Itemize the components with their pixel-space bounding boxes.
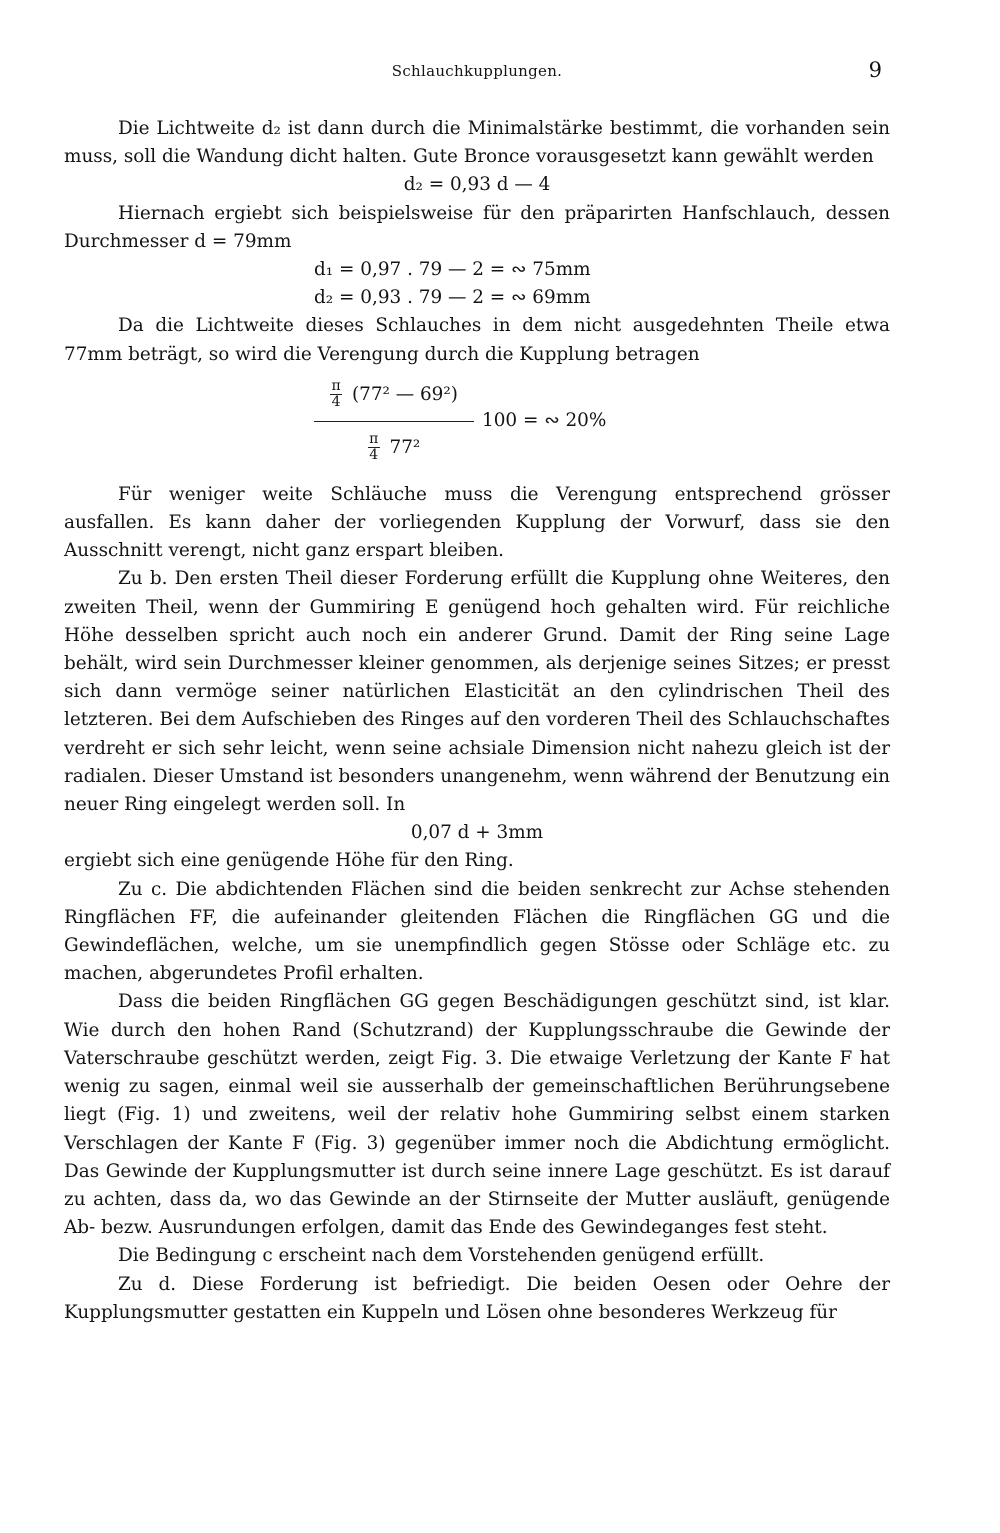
equation-lhs: d₁ (314, 259, 334, 281)
paragraph-ring-hoehe: ergiebt sich eine genügende Höhe für den Ring. (64, 850, 514, 872)
paragraph-schlaeuche: Für weniger weite Schläuche muss die Verengung entsprechend grösser ausfallen. Es kann daher der vorliegenden Kupplung der Vorwurf, dass sie den Ausschnitt verengt, nicht ganz erspart bleiben. (64, 483, 890, 562)
equation-lhs: d₂ (403, 174, 423, 196)
denominator-term: 77² (389, 436, 421, 458)
paragraph-verengung: Da die Lichtweite dieses Schlauches in dem nicht ausgedehnten Theile etwa 77mm beträgt, so wird die Verengung durch die Kupplung betragen (64, 315, 890, 365)
equation-d1 (314, 256, 890, 284)
page-header (64, 58, 890, 92)
paragraph-hanfschlauch: Hiernach ergiebt sich beispielsweise für den präparirten Hanfschlauch, dessen Durchmesser d = 79mm (64, 202, 890, 252)
fraction-numerator (314, 369, 474, 421)
pi-symbol: π (331, 378, 341, 395)
equation-d2 (314, 284, 890, 312)
equation-rhs: = 0,93 . 79 — 2 = ∾ 69mm (339, 287, 591, 309)
numerator-term: (77² — 69²) (351, 383, 458, 405)
paragraph-bedingung-c: Die Bedingung c erscheint nach dem Vorstehenden genügend erfüllt. (118, 1245, 765, 1267)
pi-over-four (330, 379, 342, 410)
paragraph-lichtweite: Die Lichtweite d₂ ist dann durch die Minimalstärke bestimmt, die vorhanden sein muss, soll die Wandung dicht halten. Gute Bronce vorausgesetzt kann gewählt werden (64, 118, 890, 168)
four-digit: 4 (331, 394, 341, 411)
pi-symbol: π (369, 431, 379, 448)
paragraph-zu-b: Zu b. Den ersten Theil dieser Forderung erfüllt die Kupplung ohne Weiteres, den zweiten Theil, wenn der Gummiring E genügend hoch gehalten wird. Für reichliche Höhe desselben spricht auch noch ein anderer Grund. Damit der Ring seine Lage behält, wird sein Durchmesser kleiner genommen, als derjenige seines Sitzes; er presst sich dann vermöge seiner natürlichen Elasticität an den cylindrischen Theil des letzteren. Bei dem Aufschieben des Ringes auf den vorderen Theil des Schlauchschaftes verdreht er sich sehr leicht, wenn seine achsiale Dimension nicht nahezu gleich ist der radialen. Dieser Umstand ist besonders unangenehm, wenn während der Benutzung ein neuer Ring eingelegt werden soll. In (64, 568, 890, 816)
fraction-denominator (314, 422, 474, 474)
pi-over-four (368, 432, 380, 463)
paragraph-ringflaechen: Dass die beiden Ringflächen GG gegen Beschädigungen geschützt sind, ist klar. Wie durch den hohen Rand (Schutzrand) der Kupplungsschraube die Gewinde der Vaterschraube geschützt werden, zeigt Fig. 3. Die etwaige Verletzung der Kante F hat wenig zu sagen, einmal weil sie ausserhalb der gemeinschaftlichen Berührungsebene liegt (Fig. 1) und zweitens, weil der relativ hohe Gummiring selbst einem starken Verschlagen der Kante F (Fig. 3) gegenüber immer noch die Abdichtung ermöglicht. Das Gewinde der Kupplungsmutter ist durch seine innere Lage geschützt. Es ist darauf zu achten, dass da, wo das Gewinde an der Stirnseite der Mutter ausläuft, genügende Ab- bezw. Ausrundungen erfolgen, damit das Ende des Gewindeganges fest steht. (64, 991, 890, 1239)
page-number: 9 (868, 58, 882, 82)
equation-rhs: = 0,97 . 79 — 2 = ∾ 75mm (339, 259, 591, 281)
equation-ring-height: 0,07 d + 3mm (410, 822, 544, 844)
equation-d2-minimal (64, 171, 890, 199)
running-title: Schlauchkupplungen. (391, 62, 563, 80)
fraction-result: 100 = ∾ 20% (482, 409, 607, 431)
four-digit: 4 (369, 447, 379, 464)
equation-rhs: = 0,93 d — 4 (428, 174, 551, 196)
equation-lhs: d₂ (314, 287, 334, 309)
equation-verengung-fraction (64, 369, 890, 481)
paragraph-zu-c: Zu c. Die abdichtenden Flächen sind die beiden senkrecht zur Achse stehenden Ringflächen FF, die aufeinander gleitenden Flächen die Ringflächen GG und die Gewindeflächen, welche, um sie unempfindlich gegen Stösse oder Schläge etc. zu machen, abgerundetes Profil erhalten. (64, 878, 890, 985)
page-body (64, 115, 890, 1327)
paragraph-zu-d: Zu d. Diese Forderung ist befriedigt. Die beiden Oesen oder Oehre der Kupplungsmutter gestatten ein Kuppeln und Lösen ohne besonderes Werkzeug für (64, 1273, 890, 1323)
equation-block-diameters (314, 256, 890, 312)
fraction (314, 369, 474, 474)
